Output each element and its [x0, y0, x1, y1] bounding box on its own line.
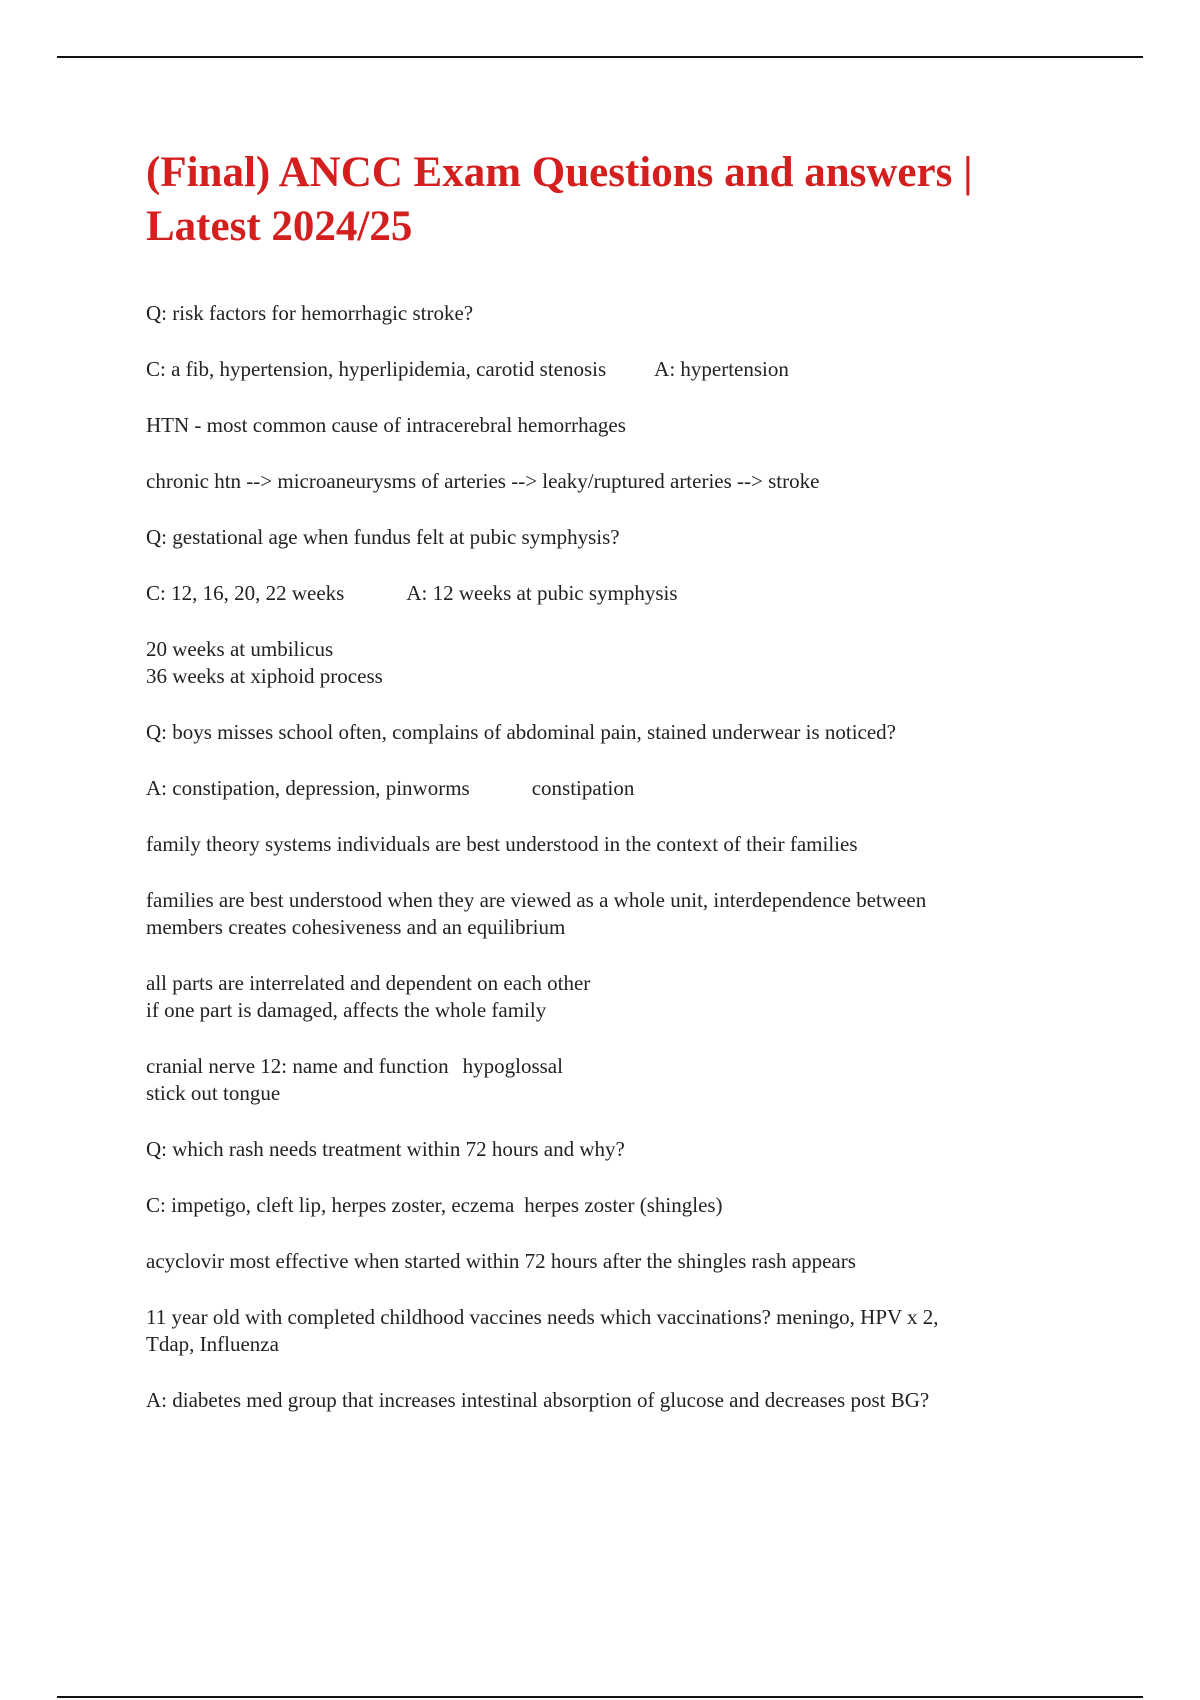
- choices-text: C: 12, 16, 20, 22 weeks: [146, 581, 345, 605]
- question-text: Q: risk factors for hemorrhagic stroke?: [146, 301, 474, 325]
- choices-text: C: impetigo, cleft lip, herpes zoster, eczema: [146, 1193, 515, 1217]
- choices-line: [146, 356, 1106, 383]
- title-line-2: Latest 2024/25: [146, 203, 413, 250]
- note-text: 20 weeks at umbilicus: [146, 637, 334, 661]
- answer-text: constipation: [531, 776, 635, 800]
- answer-text: hypoglossal: [462, 1054, 563, 1078]
- note-text: members creates cohesiveness and an equilibrium: [146, 915, 566, 939]
- question-text: cranial nerve 12: name and function: [146, 1054, 449, 1078]
- choices-text: A: constipation, depression, pinworms: [146, 776, 470, 800]
- note-text: acyclovir most effective when started within 72 hours after the shingles rash appears: [146, 1249, 856, 1273]
- question-text: Q: gestational age when fundus felt at pubic symphysis?: [146, 525, 620, 549]
- question-text: Q: boys misses school often, complains of abdominal pain, stained underwear is noticed?: [146, 720, 897, 744]
- note-text: all parts are interrelated and dependent on each other: [146, 971, 591, 995]
- title-line-1: (Final) ANCC Exam Questions and answers |: [146, 149, 973, 196]
- choices-line: [146, 1192, 1106, 1219]
- note-text: if one part is damaged, affects the whole family: [146, 998, 547, 1022]
- answer-text: A: hypertension: [654, 357, 789, 381]
- document-title: [146, 146, 1106, 254]
- question-line: [146, 1053, 1106, 1080]
- question-text: Tdap, Influenza: [146, 1332, 279, 1356]
- bottom-rule: [57, 1696, 1143, 1698]
- note-text: 36 weeks at xiphoid process: [146, 664, 383, 688]
- top-rule: [57, 56, 1143, 58]
- choices-text: C: a fib, hypertension, hyperlipidemia, carotid stenosis: [146, 357, 607, 381]
- document-body: [146, 300, 1106, 1414]
- question-text: 11 year old with completed childhood vaccines needs which vaccinations? meningo, HPV x 2,: [146, 1305, 939, 1329]
- choices-line: [146, 775, 1106, 802]
- choices-line: [146, 580, 1106, 607]
- note-text: stick out tongue: [146, 1081, 281, 1105]
- note-text: HTN - most common cause of intracerebral hemorrhages: [146, 413, 626, 437]
- answer-text: A: 12 weeks at pubic symphysis: [406, 581, 678, 605]
- question-text: family theory systems individuals are best understood in the context of their families: [146, 832, 858, 856]
- note-text: chronic htn --> microaneurysms of arteries --> leaky/ruptured arteries --> stroke: [146, 469, 820, 493]
- note-text: families are best understood when they are viewed as a whole unit, interdependence between: [146, 888, 927, 912]
- answer-text: herpes zoster (shingles): [524, 1193, 723, 1217]
- question-text: Q: which rash needs treatment within 72 hours and why?: [146, 1137, 625, 1161]
- question-text: A: diabetes med group that increases intestinal absorption of glucose and decreases post BG?: [146, 1388, 930, 1412]
